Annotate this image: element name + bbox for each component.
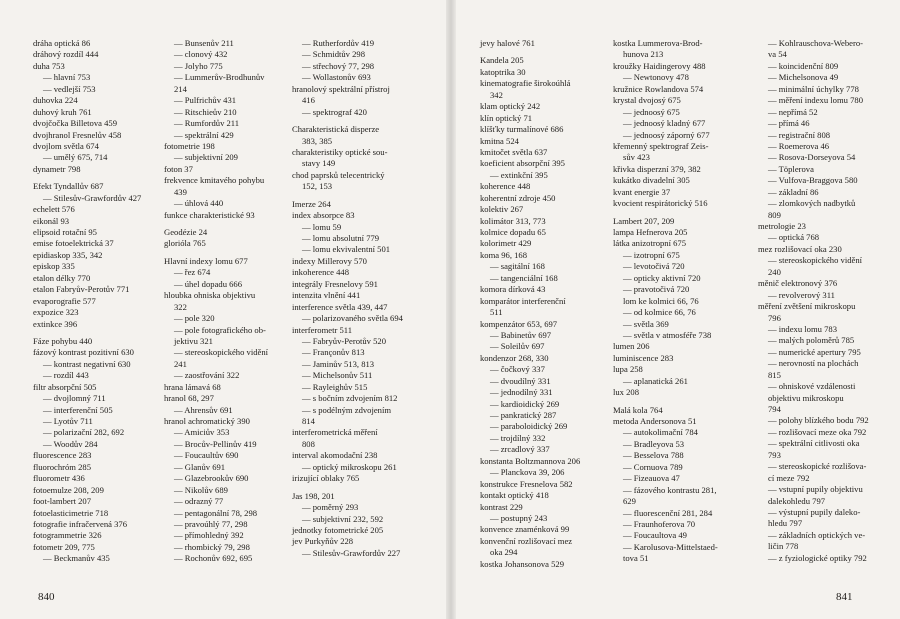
index-entry: — umělý 675, 714 <box>43 152 108 163</box>
index-entry: — zlomkových nadbytků <box>768 198 856 209</box>
index-entry: — hlavní 753 <box>43 72 91 83</box>
right-page-column-1 <box>480 38 580 570</box>
index-entry: fotografie infračervená 376 <box>33 518 128 529</box>
index-entry: komora dírková 43 <box>480 284 546 295</box>
index-entry: indexy Millerovy 570 <box>292 255 367 266</box>
index-entry: stavy 149 <box>302 158 336 169</box>
index-entry: tova 51 <box>623 553 649 564</box>
index-entry: — přímohledný 392 <box>174 530 244 541</box>
index-entry: — trojdílný 332 <box>490 432 546 443</box>
index-entry: extinkce 396 <box>33 318 78 329</box>
index-entry: komparátor interferenční <box>480 295 566 306</box>
index-entry: — optický mikroskopu 261 <box>302 461 397 472</box>
index-entry: koherence 448 <box>480 181 531 192</box>
index-entry: — odrazný 77 <box>174 496 224 507</box>
index-entry: Kandela 205 <box>480 55 524 66</box>
index-entry: — Newtonovy 478 <box>623 72 689 83</box>
index-entry: — pole fotografického ob- <box>174 324 266 335</box>
index-entry: — Fizeauova 47 <box>623 473 680 484</box>
index-entry: kvant energie 37 <box>613 186 671 197</box>
index-entry: jev Purkyňův 228 <box>292 536 354 547</box>
index-entry: — Vulfova-Braggova 580 <box>768 175 858 186</box>
index-entry: — pankratický 287 <box>490 410 557 420</box>
index-entry: křivka disperzní 379, 382 <box>613 163 701 174</box>
index-entry: — indexu lomu 783 <box>768 323 837 334</box>
index-entry: evaporografie 577 <box>33 295 96 306</box>
index-entry: hranolový spektrální přístroj <box>292 83 390 94</box>
index-entry: — jednoosý záporný 677 <box>623 129 710 140</box>
index-entry: — Rosova-Dorseyova 54 <box>768 152 856 163</box>
index-entry: oka 294 <box>490 547 518 558</box>
index-entry: — Besselova 788 <box>623 450 684 461</box>
index-entry: 809 <box>768 209 781 220</box>
index-entry: — pravotočivá 720 <box>623 284 690 295</box>
index-entry: lom ke kolmici 66, 76 <box>623 295 699 306</box>
index-entry: hrana lámavá 68 <box>164 381 221 392</box>
index-entry: 416 <box>302 95 315 106</box>
index-entry: — Soleilův 697 <box>490 341 545 352</box>
index-entry: Efekt Tyndallův 687 <box>33 181 104 192</box>
index-entry: 793 <box>768 449 781 460</box>
index-entry: — lomu 59 <box>302 221 342 232</box>
index-entry: hranol achromatický 390 <box>164 416 250 426</box>
index-entry: Malá kola 764 <box>613 404 663 415</box>
index-entry: — poměrný 293 <box>302 502 359 513</box>
index-entry: koherentní zdroje 450 <box>480 192 556 203</box>
index-entry: 794 <box>768 404 781 414</box>
index-entry: — Pulfrichův 431 <box>174 95 237 106</box>
index-entry: 241 <box>174 358 187 369</box>
index-entry: 152, 153 <box>302 181 333 192</box>
index-entry: — Rayleighův 515 <box>302 381 368 392</box>
index-entry: hunova 213 <box>623 49 664 60</box>
index-entry: — polarizační 282, 692 <box>43 427 125 438</box>
index-entry: — kontrast negativní 630 <box>43 358 131 369</box>
index-entry: — zaostřování 322 <box>174 370 240 381</box>
index-entry: — paraboloidický 269 <box>490 421 568 432</box>
index-entry: klíšťky turmalínové 686 <box>480 124 564 135</box>
index-entry: foot-lambert 207 <box>33 496 91 507</box>
index-entry: — pentagonální 78, 298 <box>174 507 258 518</box>
index-entry: — Françonův 813 <box>302 347 365 358</box>
index-entry: — vstupní pupily objektivu <box>768 484 863 495</box>
index-entry: — levotočivá 720 <box>623 261 685 272</box>
index-entry: — tangenciální 168 <box>490 272 558 283</box>
index-entry: 511 <box>490 307 503 318</box>
index-entry: — kardioidický 269 <box>490 398 560 409</box>
index-entry: konvenční rozlišovací mez <box>480 535 573 546</box>
index-entry: látka anizotropní 675 <box>613 238 687 249</box>
index-entry: fluorochróm 285 <box>33 461 91 472</box>
index-entry: — polarizovaného světla 694 <box>302 313 403 324</box>
index-entry: kostka Johansonova 529 <box>480 558 565 569</box>
index-entry: — rhombický 79, 298 <box>174 541 250 552</box>
index-entry: 322 <box>174 301 187 312</box>
index-entry: fotogrammetrie 326 <box>33 530 102 541</box>
index-entry: kostka Lummerova-Brod- <box>613 38 703 48</box>
index-entry: — Fraunhoferova 70 <box>623 518 696 529</box>
index-entry: — Fabryův-Perotův 520 <box>302 335 387 346</box>
index-entry: — Karolusova-Mittelstaed- <box>623 541 718 552</box>
index-entry: duhovka 224 <box>33 95 78 106</box>
index-entry: — vedlejší 753 <box>43 83 96 94</box>
index-entry: — Jolyho 775 <box>174 60 223 71</box>
index-entry: dalekohledu 797 <box>768 495 826 506</box>
index-entry: kinematografie širokoúhlá <box>480 78 571 89</box>
index-entry: irizující oblaky 765 <box>292 473 360 484</box>
index-entry: koeficient absorpční 395 <box>480 158 565 169</box>
index-entry: Geodézie 24 <box>164 227 208 237</box>
right-page-number: 841 <box>836 591 853 603</box>
index-entry: hledu 797 <box>768 518 803 529</box>
index-entry: — Ahrensův 691 <box>174 404 233 415</box>
index-entry: — Roemerova 46 <box>768 140 830 151</box>
index-entry: kolektiv 267 <box>480 204 524 215</box>
index-entry: — úhel dopadu 666 <box>174 278 243 289</box>
index-entry: — přímá 46 <box>768 118 810 129</box>
index-entry: etalon Fabryův-Perotův 771 <box>33 284 130 295</box>
index-entry: — jednodílný 331 <box>490 387 553 398</box>
index-entry: funkce charakteristické 93 <box>164 209 255 220</box>
index-entry: — s bočním zdvojením 812 <box>302 393 398 404</box>
index-entry: — ohniskové vzdálenosti <box>768 381 856 392</box>
index-entry: — rozlišovací meze oka 792 <box>768 426 867 437</box>
book-gutter <box>446 0 456 619</box>
index-entry: koma 96, 168 <box>480 249 528 260</box>
index-entry: měření zvětšení mikroskopu <box>758 301 856 312</box>
index-entry: konstrukce Fresnelova 582 <box>480 478 573 489</box>
index-entry: kondenzor 268, 330 <box>480 352 549 363</box>
index-entry: ličin 778 <box>768 541 799 552</box>
index-entry: dvojlom světla 674 <box>33 140 99 151</box>
index-entry: — Michelsonův 511 <box>302 370 373 381</box>
index-entry: 439 <box>174 186 187 197</box>
index-entry: dráha optická 86 <box>33 38 91 48</box>
index-entry: sův 423 <box>623 152 650 163</box>
index-entry: — Stilesův-Grawfordův 227 <box>302 547 401 558</box>
index-entry: — světla v atmosféře 738 <box>623 329 712 340</box>
index-entry: — stereoskopické rozlišova- <box>768 461 867 472</box>
index-entry: — základních optických ve- <box>768 529 866 540</box>
index-entry: fotoelasticimetrie 718 <box>33 507 109 518</box>
index-entry: cí meze 792 <box>768 472 810 483</box>
index-entry: etalon délky 770 <box>33 272 91 283</box>
right-page-column-2 <box>613 38 718 565</box>
index-entry: kukátko divadelní 305 <box>613 175 690 186</box>
index-entry: — spektrograf 420 <box>302 106 367 117</box>
index-entry: intenzita vlnění 441 <box>292 290 361 301</box>
index-entry: hloubka ohniska objektivu <box>164 290 256 301</box>
index-entry: — Foucaultův 690 <box>174 450 239 461</box>
index-entry: — revolverový 311 <box>768 289 835 300</box>
index-entry: — čočkový 337 <box>490 364 545 375</box>
index-entry: — autokolimační 784 <box>623 427 698 438</box>
index-entry: — Stilesův-Grawfordův 427 <box>43 192 142 203</box>
index-entry: — Cornuova 789 <box>623 461 683 472</box>
index-entry: — nerovností na plochách <box>768 358 859 369</box>
index-entry: epidiaskop 335, 342 <box>33 249 103 260</box>
index-entry: — úhlová 440 <box>174 198 224 209</box>
index-entry: — izotropní 675 <box>623 249 680 260</box>
index-entry: — Bradleyova 53 <box>623 438 685 449</box>
index-entry: dynametr 798 <box>33 163 81 174</box>
index-entry: elipsoid rotační 95 <box>33 227 97 237</box>
index-entry: — řez 674 <box>174 267 211 278</box>
index-entry: — Schmidtův 298 <box>302 49 366 60</box>
index-entry: — interferenční 505 <box>43 404 113 415</box>
index-entry: — výstupní pupily daleko- <box>768 506 861 517</box>
index-entry: expozice 323 <box>33 307 79 318</box>
index-entry: jektivu 321 <box>174 335 213 346</box>
index-entry: 240 <box>768 266 781 277</box>
index-entry: frekvence kmitavého pohybu <box>164 175 265 186</box>
index-entry: fluorometr 436 <box>33 473 85 484</box>
index-entry: dvojčočka Billetova 459 <box>33 118 118 129</box>
index-entry: index absorpce 83 <box>292 210 355 221</box>
index-entry: lux 208 <box>613 387 640 398</box>
index-entry: — světla 369 <box>623 318 669 329</box>
index-entry: 815 <box>768 369 781 380</box>
index-entry: — z fyziologické optiky 792 <box>768 552 867 563</box>
index-entry: — rozdíl 443 <box>43 370 89 381</box>
index-entry: — malých poloměrů 785 <box>768 335 855 346</box>
index-entry: — opticky aktivní 720 <box>623 272 701 283</box>
index-entry: — lomu ekvivalentní 501 <box>302 244 391 255</box>
index-entry: klín optický 71 <box>480 112 533 123</box>
index-entry: 214 <box>174 83 187 94</box>
index-entry: interference světla 439, 447 <box>292 301 388 312</box>
index-entry: kolorimetr 429 <box>480 238 532 249</box>
index-entry: — Ritschieův 210 <box>174 106 237 117</box>
index-entry: va 54 <box>768 49 787 60</box>
index-entry: — Kohlrauschova-Webero- <box>768 38 863 48</box>
index-entry: — s podélným zdvojením <box>302 404 392 415</box>
index-entry: Hlavní indexy lomu 677 <box>164 255 248 266</box>
index-entry: 629 <box>623 496 636 507</box>
index-entry: Jas 198, 201 <box>292 490 335 501</box>
index-entry: — lomu absolutní 779 <box>302 233 380 243</box>
index-entry: — fluorescenční 281, 284 <box>623 507 713 518</box>
index-entry: integrály Fresnelovy 591 <box>292 278 378 289</box>
index-entry: foton 37 <box>164 163 193 174</box>
index-entry: — numerické apertury 795 <box>768 346 861 357</box>
index-entry: — Planckova 39, 206 <box>490 467 565 478</box>
index-entry: — jednoosý kladný 677 <box>623 118 706 129</box>
index-entry: — registrační 808 <box>768 129 831 140</box>
index-entry: fázový kontrast pozitivní 630 <box>33 347 134 358</box>
index-entry: inkoherence 448 <box>292 267 350 278</box>
index-entry: — fázového kontrastu 281, <box>623 484 717 495</box>
index-entry: — spektrální citlivosti oka <box>768 438 860 449</box>
index-entry: 814 <box>302 416 315 426</box>
index-entry: Fáze pohybu 440 <box>33 335 93 346</box>
index-entry: — Rochonův 692, 695 <box>174 553 253 564</box>
index-entry: křemenný spektrograf Zeis- <box>613 140 709 151</box>
index-entry: duha 753 <box>33 60 65 71</box>
index-entry: — Beckmanův 435 <box>43 553 110 564</box>
index-entry: fotometrie 198 <box>164 140 215 151</box>
index-entry: 383, 385 <box>302 135 333 146</box>
left-page-number: 840 <box>38 591 55 603</box>
index-entry: — extinkční 395 <box>490 169 548 180</box>
index-entry: — Foucaultova 49 <box>623 530 687 541</box>
index-entry: — střechový 77, 298 <box>302 60 375 71</box>
index-entry: — aplanatická 261 <box>623 375 688 386</box>
index-entry: — Glazebrookův 690 <box>174 473 249 484</box>
index-entry: lampa Hefnerova 205 <box>613 227 688 237</box>
index-entry: emise fotoelektrická 37 <box>33 238 114 249</box>
index-entry: katoptrika 30 <box>480 66 526 77</box>
index-entry: kružnice Rowlandova 574 <box>613 83 704 94</box>
index-entry: — Rumfordův 211 <box>174 118 240 129</box>
index-entry: — clonový 432 <box>174 49 228 60</box>
index-entry: — základní 86 <box>768 186 819 197</box>
index-entry: hranol 68, 297 <box>164 393 214 404</box>
index-entry: Imerze 264 <box>292 198 331 209</box>
index-entry: metrologie 23 <box>758 221 806 231</box>
index-entry: — pravoúhlý 77, 298 <box>174 518 248 529</box>
left-page-column-1 <box>33 38 141 565</box>
index-entry: kontakt optický 418 <box>480 490 549 501</box>
index-entry: krystal dvojosý 675 <box>613 95 681 106</box>
index-entry: lumen 206 <box>613 341 650 352</box>
left-page-column-3 <box>292 38 403 559</box>
index-entry: 342 <box>490 89 503 100</box>
index-entry: filtr absorpční 505 <box>33 381 97 392</box>
index-entry: — Wollastonův 693 <box>302 72 371 83</box>
index-entry: — nepřímá 52 <box>768 106 818 117</box>
index-entry: — jednoosý 675 <box>623 106 680 117</box>
index-entry: 796 <box>768 312 781 323</box>
index-entry: — subjektivní 209 <box>174 152 238 163</box>
index-entry: — Lyotův 711 <box>43 416 93 426</box>
index-entry: — minimální úchylky 778 <box>768 83 859 94</box>
index-entry: duhový kruh 761 <box>33 106 92 117</box>
index-entry: — Glanův 691 <box>174 461 226 472</box>
index-entry: — od kolmice 66, 76 <box>623 307 696 318</box>
index-entry: — polohy blízkého bodu 792 <box>768 415 869 426</box>
index-entry: lupa 258 <box>613 364 643 375</box>
index-entry: — Amiciův 353 <box>174 427 230 438</box>
index-entry: chod paprsků telecentrický <box>292 169 385 180</box>
index-entry: — dvoudílný 331 <box>490 375 551 386</box>
index-entry: dráhový rozdíl 444 <box>33 49 99 60</box>
index-entry: — zrcadlový 337 <box>490 444 550 455</box>
index-entry: episkop 335 <box>33 261 75 272</box>
index-entry: jednotky fotometrické 205 <box>292 524 384 535</box>
index-entry: kolimátor 313, 773 <box>480 215 546 226</box>
index-entry: fotometr 209, 775 <box>33 541 95 552</box>
index-entry: — postupný 243 <box>490 512 548 523</box>
index-entry: interferometr 511 <box>292 324 353 335</box>
index-entry: — Bunsenův 211 <box>174 38 234 48</box>
index-entry: — Jaminův 513, 813 <box>302 358 375 369</box>
index-entry: — subjektivní 232, 592 <box>302 513 384 524</box>
index-entry: mez rozlišovací oka 230 <box>758 243 842 254</box>
index-entry: kmitočet světla 637 <box>480 146 548 157</box>
index-entry: — Rutherfordův 419 <box>302 38 375 48</box>
index-entry: fluorescence 283 <box>33 450 92 461</box>
index-entry: objektivu mikroskopu <box>768 392 844 403</box>
index-entry: — Nikolův 689 <box>174 484 228 495</box>
index-entry: klam optický 242 <box>480 101 541 112</box>
index-entry: — dvojlomný 711 <box>43 393 106 404</box>
index-entry: — Michelsonova 49 <box>768 72 839 83</box>
index-entry: kmitna 524 <box>480 135 519 146</box>
index-entry: 808 <box>302 438 315 449</box>
index-entry: kompenzátor 653, 697 <box>480 318 558 329</box>
index-entry: — Babinetův 697 <box>490 329 552 340</box>
index-entry: — stereoskopického vidění <box>174 347 269 358</box>
index-entry: kvocient respirátorický 516 <box>613 198 708 209</box>
left-page-column-2 <box>164 38 268 565</box>
index-entry: eikonál 93 <box>33 215 70 226</box>
index-entry: měnič elektronový 376 <box>758 278 838 289</box>
index-entry: luminiscence 283 <box>613 352 674 363</box>
index-entry: — Töplerova <box>768 163 814 174</box>
index-entry: metoda Andersonova 51 <box>613 416 697 426</box>
right-page-column-3 <box>758 38 869 564</box>
index-entry: — Woodův 284 <box>43 438 98 449</box>
index-entry: — sagitální 168 <box>490 261 545 272</box>
index-entry: kolmice dopadu 65 <box>480 227 546 237</box>
index-entry: echelett 576 <box>33 204 75 215</box>
index-entry: fotoemulze 208, 209 <box>33 484 104 495</box>
index-entry: kroužky Haidingerovy 488 <box>613 60 706 71</box>
index-entry: — optická 768 <box>768 232 820 243</box>
index-entry: konstanta Boltzmannova 206 <box>480 455 581 466</box>
index-entry: Charakteristická disperze <box>292 124 380 135</box>
index-entry: — pole 320 <box>174 313 215 324</box>
index-entry: — Lummerův-Brodhunův <box>174 72 265 83</box>
index-entry: jevy halové 761 <box>480 38 535 48</box>
index-entry: interval akomodační 238 <box>292 450 378 461</box>
index-entry: dvojhranol Fresnelův 458 <box>33 129 122 140</box>
index-entry: — měření indexu lomu 780 <box>768 95 863 106</box>
index-entry: interferometrická měření <box>292 427 378 438</box>
index-entry: kontrast 229 <box>480 501 523 512</box>
index-entry: glorióla 765 <box>164 238 206 249</box>
index-entry: Lambert 207, 209 <box>613 215 675 226</box>
index-entry: — koincidenční 809 <box>768 60 839 71</box>
index-entry: — stereoskopického vidění <box>768 255 863 266</box>
index-entry: — Brocův-Pellinův 419 <box>174 438 257 449</box>
index-entry: — spektrální 429 <box>174 129 234 140</box>
index-entry: charakteristiky optické sou- <box>292 146 388 157</box>
index-entry: konvence znaménková 99 <box>480 524 570 535</box>
